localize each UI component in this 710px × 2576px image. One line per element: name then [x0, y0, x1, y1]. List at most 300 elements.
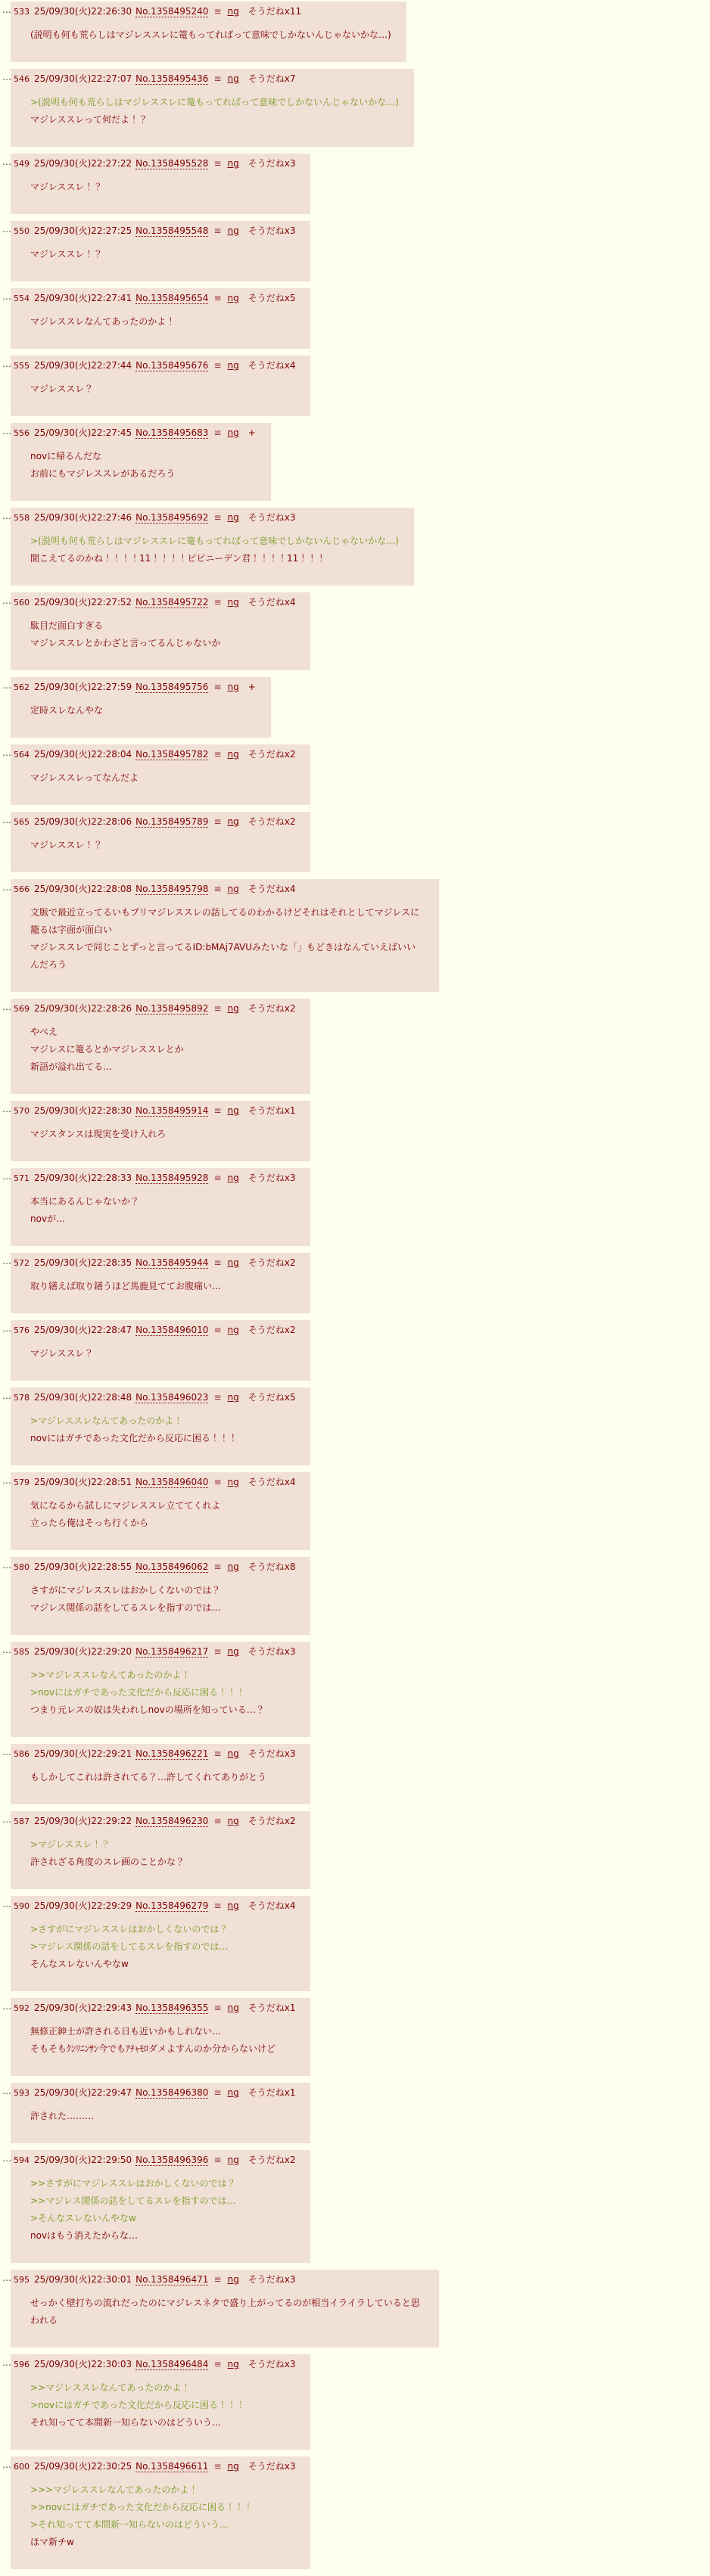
post-index: 593	[14, 2088, 30, 2098]
body-line: マジレスに篭るとかマジレススレとか	[30, 1044, 184, 1055]
ng-button[interactable]: ng	[227, 360, 239, 371]
post-body	[30, 533, 399, 567]
ng-button[interactable]: ng	[227, 884, 239, 894]
post-collapse-dots-icon[interactable]: …	[2, 1171, 11, 1182]
post-collapse-dots-icon[interactable]: …	[2, 2086, 11, 2096]
post-box	[11, 69, 414, 147]
sodane-count-button[interactable]: そうだねx2	[248, 1003, 296, 1014]
body-line: マジレススレで同じことずっと言ってるID:bMAj7AVUみたいな「」もどきはなんていえばいいんだろう	[30, 942, 416, 970]
post-index: 585	[14, 1647, 30, 1657]
quote-line: >>novにはガチであった文化だから反応に困る！！！	[30, 2502, 254, 2512]
post-box	[11, 2150, 310, 2263]
sodane-count-button[interactable]: そうだねx3	[248, 2359, 296, 2369]
post-index: 546	[14, 74, 30, 84]
post-box	[11, 677, 271, 738]
post-body	[30, 1769, 295, 1786]
post-collapse-dots-icon[interactable]: …	[2, 1645, 11, 1655]
post-menu-icon[interactable]: ≡	[213, 225, 222, 236]
post-number-link[interactable]: No.1358496380	[135, 2087, 209, 2098]
post-box	[11, 1811, 310, 1889]
quote-line: >novにはガチであった文化だから反応に困る！！！	[30, 1687, 245, 1698]
post-menu-icon[interactable]: ≡	[213, 1325, 222, 1335]
body-line: マジレススレって何だよ！？	[30, 114, 148, 125]
body-line: そもそもｸﾝﾘﾆﾝｻﾝ今でもｱﾁｬﾓﾛダメよすんのか分からないけど	[30, 2043, 276, 2054]
post-number-link[interactable]: No.1358495756	[135, 682, 209, 692]
post-box	[11, 1320, 310, 1381]
post-row	[0, 1168, 710, 1246]
post-body	[30, 904, 424, 974]
post-menu-icon[interactable]: ≡	[213, 2461, 222, 2472]
post-body	[30, 1836, 295, 1871]
post-number-link[interactable]: No.1358496010	[135, 1325, 209, 1335]
ng-button[interactable]: ng	[227, 2003, 239, 2013]
ng-button[interactable]: ng	[227, 1257, 239, 1268]
post-menu-icon[interactable]: ≡	[213, 73, 222, 84]
post-menu-icon[interactable]: ≡	[213, 360, 222, 371]
post-header	[14, 157, 295, 170]
post-row	[0, 999, 710, 1094]
post-body	[30, 1126, 295, 1143]
post-collapse-dots-icon[interactable]: …	[2, 1391, 11, 1401]
post-collapse-dots-icon[interactable]: …	[2, 1747, 11, 1757]
post-collapse-dots-icon[interactable]: …	[2, 595, 11, 606]
post-menu-icon[interactable]: ≡	[213, 1003, 222, 1014]
post-datetime: 25/09/30(火)22:30:03	[34, 2359, 132, 2369]
body-line: マジレススレとかわざと言ってるんじゃないか	[30, 638, 221, 648]
post-number-link[interactable]: No.1358495692	[135, 512, 209, 523]
ng-button[interactable]: ng	[227, 1105, 239, 1116]
post-number-link[interactable]: No.1358495654	[135, 293, 209, 303]
post-index: 566	[14, 884, 30, 894]
post-box	[11, 812, 310, 872]
sodane-count-button[interactable]: そうだねx2	[248, 816, 296, 827]
ng-button[interactable]: ng	[227, 1816, 239, 1826]
post-collapse-dots-icon[interactable]: …	[2, 1002, 11, 1012]
ng-button[interactable]: ng	[227, 1325, 239, 1335]
ng-button[interactable]: ng	[227, 427, 239, 438]
ng-button[interactable]: ng	[227, 1561, 239, 1572]
post-number-link[interactable]: No.1358495683	[135, 427, 209, 438]
post-collapse-dots-icon[interactable]: …	[2, 157, 11, 167]
quote-line: >>>マジレススレなんてあったのかよ！	[30, 2484, 198, 2495]
post-header	[14, 2460, 295, 2473]
ng-button[interactable]: ng	[227, 1003, 239, 1014]
post-index: 572	[14, 1258, 30, 1268]
post-collapse-dots-icon[interactable]: …	[2, 291, 11, 302]
sodane-count-button[interactable]: そうだねx2	[248, 1325, 296, 1335]
post-collapse-dots-icon[interactable]: …	[2, 2273, 11, 2283]
ng-button[interactable]: ng	[227, 2274, 239, 2285]
post-body	[30, 1582, 295, 1617]
post-collapse-dots-icon[interactable]: …	[2, 2153, 11, 2164]
post-index: 560	[14, 598, 30, 607]
sodane-count-button[interactable]: そうだねx4	[248, 1477, 296, 1487]
post-collapse-dots-icon[interactable]: …	[2, 1560, 11, 1571]
post-header	[14, 748, 295, 761]
post-header	[14, 2087, 295, 2099]
post-number-link[interactable]: No.1358495240	[135, 6, 209, 17]
post-number-link[interactable]: No.1358495676	[135, 360, 209, 371]
body-line: マジレススレ？	[30, 1348, 94, 1359]
post-number-link[interactable]: No.1358495914	[135, 1105, 209, 1116]
ng-button[interactable]: ng	[227, 2461, 239, 2472]
post-box	[11, 2456, 310, 2569]
post-menu-icon[interactable]: ≡	[213, 1477, 222, 1487]
post-box	[11, 592, 310, 670]
post-index: 565	[14, 817, 30, 827]
body-line: マジレススレなんてあったのかよ！	[30, 316, 176, 327]
post-number-link[interactable]: No.1358496217	[135, 1646, 209, 1657]
post-datetime: 25/09/30(火)22:28:08	[34, 884, 132, 894]
post-row	[0, 221, 710, 281]
post-body	[30, 2023, 295, 2058]
sodane-count-button[interactable]: そうだねx3	[248, 1748, 296, 1759]
quote-line: >>マジレス関係の話をしてるスレを指すのでは…	[30, 2195, 236, 2206]
post-index: 595	[14, 2275, 30, 2285]
body-line: マジスタンスは現実を受け入れろ	[30, 1129, 167, 1139]
post-body	[30, 313, 295, 331]
post-collapse-dots-icon[interactable]: …	[2, 2459, 11, 2470]
sodane-count-button[interactable]: そうだねx5	[248, 1392, 296, 1403]
body-line: 駄目だ面白すぎる	[30, 620, 104, 631]
post-index: 569	[14, 1004, 30, 1014]
post-index: 562	[14, 682, 30, 692]
post-number-link[interactable]: No.1358496040	[135, 1477, 209, 1487]
post-number-link[interactable]: No.1358496396	[135, 2155, 209, 2165]
post-box	[11, 2, 406, 62]
post-number-link[interactable]: No.1358496221	[135, 1748, 209, 1759]
sodane-count-button[interactable]: そうだねx3	[248, 225, 296, 236]
post-header	[14, 1324, 295, 1337]
post-collapse-dots-icon[interactable]: …	[2, 1323, 11, 1334]
ng-button[interactable]: ng	[227, 1173, 239, 1183]
post-number-link[interactable]: No.1358496471	[135, 2274, 209, 2285]
post-datetime: 25/09/30(火)22:28:47	[34, 1325, 132, 1335]
quote-line: >(説明も何も荒らしはマジレススレに篭もってればって意味でしかないんじゃないかな…)	[30, 97, 399, 107]
post-index: 556	[14, 428, 30, 438]
post-row	[0, 2150, 710, 2263]
post-row	[0, 1557, 710, 1635]
sodane-count-button[interactable]: そうだねx3	[248, 158, 296, 169]
post-collapse-dots-icon[interactable]: …	[2, 1256, 11, 1266]
post-collapse-dots-icon[interactable]: …	[2, 1899, 11, 1909]
post-row	[0, 2456, 710, 2569]
post-box	[11, 221, 310, 281]
ng-button[interactable]: ng	[227, 293, 239, 303]
post-number-link[interactable]: No.1358496355	[135, 2003, 209, 2013]
body-line: マジレススレ！？	[30, 182, 103, 192]
post-box	[11, 2354, 310, 2450]
post-menu-icon[interactable]: ≡	[213, 597, 222, 607]
post-box	[11, 1253, 310, 1313]
post-collapse-dots-icon[interactable]: …	[2, 224, 11, 235]
ng-button[interactable]: ng	[227, 2087, 239, 2098]
post-body	[30, 769, 295, 787]
post-index: 594	[14, 2155, 30, 2165]
post-collapse-dots-icon[interactable]: …	[2, 882, 11, 893]
sodane-count-button[interactable]: そうだねx2	[248, 749, 296, 760]
post-body	[30, 179, 295, 196]
post-datetime: 25/09/30(火)22:29:50	[34, 2155, 132, 2165]
post-datetime: 25/09/30(火)22:27:59	[34, 682, 132, 692]
post-datetime: 25/09/30(火)22:29:29	[34, 1900, 132, 1911]
ng-button[interactable]: ng	[227, 1392, 239, 1403]
post-number-link[interactable]: No.1358496611	[135, 2461, 209, 2472]
post-index: 590	[14, 1901, 30, 1911]
ng-button[interactable]: ng	[227, 1748, 239, 1759]
sodane-count-button[interactable]: そうだねx2	[248, 1257, 296, 1268]
sodane-count-button[interactable]: そうだねx1	[248, 1105, 296, 1116]
post-row	[0, 69, 710, 147]
post-menu-icon[interactable]: ≡	[213, 512, 222, 523]
post-menu-icon[interactable]: ≡	[213, 2155, 222, 2165]
post-body	[30, 2295, 424, 2329]
post-header	[14, 2273, 424, 2286]
post-box	[11, 508, 414, 586]
post-datetime: 25/09/30(火)22:28:51	[34, 1477, 132, 1487]
post-box	[11, 879, 439, 992]
post-header	[14, 1561, 295, 1574]
sodane-count-button[interactable]: そうだねx3	[248, 1646, 296, 1657]
sodane-count-button[interactable]: そうだねx4	[248, 597, 296, 607]
post-number-link[interactable]: No.1358495944	[135, 1257, 209, 1268]
post-row	[0, 1101, 710, 1161]
post-menu-icon[interactable]: ≡	[213, 1173, 222, 1183]
body-line: そんなスレないんやなw	[30, 1959, 129, 1969]
sodane-count-button[interactable]: そうだねx2	[248, 1816, 296, 1826]
post-body	[30, 1024, 295, 1076]
post-datetime: 25/09/30(火)22:27:07	[34, 73, 132, 84]
sodane-count-button[interactable]: +	[248, 682, 256, 692]
post-box	[11, 999, 310, 1094]
post-menu-icon[interactable]: ≡	[213, 6, 222, 17]
post-box	[11, 423, 271, 501]
post-menu-icon[interactable]: ≡	[213, 2359, 222, 2369]
post-datetime: 25/09/30(火)22:30:25	[34, 2461, 132, 2472]
post-collapse-dots-icon[interactable]: …	[2, 1814, 11, 1825]
post-row	[0, 879, 710, 992]
body-line: もしかしてこれは許されてる？…許してくれてありがとう	[30, 1772, 267, 1782]
ng-button[interactable]: ng	[227, 2155, 239, 2165]
post-datetime: 25/09/30(火)22:27:22	[34, 158, 132, 169]
sodane-count-button[interactable]: そうだねx4	[248, 1900, 296, 1911]
post-index: 596	[14, 2360, 30, 2369]
quote-line: >さすがにマジレススレはおかしくないのでは？	[30, 1924, 229, 1934]
post-index: 587	[14, 1816, 30, 1826]
post-number-link[interactable]: No.1358496023	[135, 1392, 209, 1403]
quote-line: >>さすがにマジレススレはおかしくないのでは？	[30, 2178, 236, 2189]
ng-button[interactable]: ng	[227, 2359, 239, 2369]
post-header	[14, 511, 399, 524]
post-datetime: 25/09/30(火)22:29:22	[34, 1816, 132, 1826]
post-collapse-dots-icon[interactable]: …	[2, 680, 11, 691]
post-collapse-dots-icon[interactable]: …	[2, 72, 11, 82]
post-index: 578	[14, 1393, 30, 1403]
post-box	[11, 1642, 310, 1737]
post-number-link[interactable]: No.1358495928	[135, 1173, 209, 1183]
post-menu-icon[interactable]: ≡	[213, 2003, 222, 2013]
post-menu-icon[interactable]: ≡	[213, 884, 222, 894]
post-body	[30, 1345, 295, 1363]
post-row	[0, 356, 710, 416]
sodane-count-button[interactable]: そうだねx8	[248, 1561, 296, 1572]
ng-button[interactable]: ng	[227, 225, 239, 236]
post-header	[14, 1476, 295, 1489]
post-number-link[interactable]: No.1358496279	[135, 1900, 209, 1911]
post-menu-icon[interactable]: ≡	[213, 1105, 222, 1116]
ng-button[interactable]: ng	[227, 158, 239, 169]
post-number-link[interactable]: No.1358495782	[135, 749, 209, 760]
sodane-count-button[interactable]: そうだねx3	[248, 2274, 296, 2285]
post-collapse-dots-icon[interactable]: …	[2, 426, 11, 437]
post-header	[14, 1105, 295, 1117]
body-line: 立ったら俺はそっち行くから	[30, 1518, 149, 1528]
post-datetime: 25/09/30(火)22:29:21	[34, 1748, 132, 1759]
post-datetime: 25/09/30(火)22:29:47	[34, 2087, 132, 2098]
post-number-link[interactable]: No.1358495892	[135, 1003, 209, 1014]
post-number-link[interactable]: No.1358496062	[135, 1561, 209, 1572]
post-menu-icon[interactable]: ≡	[213, 816, 222, 827]
post-header	[14, 1002, 295, 1015]
body-line: やべえ	[30, 1027, 58, 1037]
post-body	[30, 2175, 295, 2245]
post-index: 558	[14, 513, 30, 523]
post-number-link[interactable]: No.1358495528	[135, 158, 209, 169]
post-datetime: 25/09/30(火)22:27:44	[34, 360, 132, 371]
post-collapse-dots-icon[interactable]: …	[2, 747, 11, 758]
post-box	[11, 154, 310, 214]
body-line: novに帰るんだな	[30, 451, 102, 461]
post-collapse-dots-icon[interactable]: …	[2, 1104, 11, 1114]
post-datetime: 25/09/30(火)22:29:20	[34, 1646, 132, 1657]
body-line: 気になるから試しにマジレススレ立ててくれよ	[30, 1500, 221, 1511]
post-number-link[interactable]: No.1358495548	[135, 225, 209, 236]
post-row	[0, 288, 710, 349]
body-line: novはもう消えたからな…	[30, 2230, 139, 2241]
ng-button[interactable]: ng	[227, 73, 239, 84]
post-body	[30, 2481, 295, 2551]
ng-button[interactable]: ng	[227, 1900, 239, 1911]
ng-button[interactable]: ng	[227, 6, 239, 17]
ng-button[interactable]: ng	[227, 749, 239, 760]
body-line: 許された………	[30, 2111, 95, 2121]
post-menu-icon[interactable]: ≡	[213, 1257, 222, 1268]
post-row	[0, 1387, 710, 1465]
post-index: 580	[14, 1562, 30, 1572]
post-body	[30, 1921, 295, 1973]
post-collapse-dots-icon[interactable]: …	[2, 2357, 11, 2368]
post-datetime: 25/09/30(火)22:28:04	[34, 749, 132, 760]
post-collapse-dots-icon[interactable]: …	[2, 2001, 11, 2012]
post-menu-icon[interactable]: ≡	[213, 293, 222, 303]
ng-button[interactable]: ng	[227, 816, 239, 827]
body-line: 取り繕えば取り繕うほど馬鹿見ててお腹痛い…	[30, 1281, 222, 1291]
quote-line: >>マジレススレなんてあったのかよ！	[30, 1670, 191, 1680]
post-header	[14, 1257, 295, 1269]
body-line: novにはガチであった文化だから反応に困る！！！	[30, 1433, 238, 1443]
sodane-count-button[interactable]: そうだねx4	[248, 360, 296, 371]
sodane-count-button[interactable]: そうだねx5	[248, 293, 296, 303]
ng-button[interactable]: ng	[227, 682, 239, 692]
thread	[0, 2, 710, 2569]
post-collapse-dots-icon[interactable]: …	[2, 1475, 11, 1486]
post-row	[0, 2354, 710, 2450]
post-menu-icon[interactable]: ≡	[213, 1900, 222, 1911]
ng-button[interactable]: ng	[227, 1646, 239, 1657]
sodane-count-button[interactable]: そうだねx11	[248, 6, 302, 17]
post-menu-icon[interactable]: ≡	[213, 1748, 222, 1759]
sodane-count-button[interactable]: そうだねx3	[248, 2461, 296, 2472]
post-body	[30, 1193, 295, 1228]
post-collapse-dots-icon[interactable]: …	[2, 815, 11, 825]
sodane-count-button[interactable]: そうだねx1	[248, 2087, 296, 2098]
post-number-link[interactable]: No.1358495722	[135, 597, 209, 607]
post-datetime: 25/09/30(火)22:28:26	[34, 1003, 132, 1014]
quote-line: >マジレススレ！？	[30, 1839, 111, 1850]
sodane-count-button[interactable]: そうだねx7	[248, 73, 296, 84]
post-box	[11, 1101, 310, 1161]
post-menu-icon[interactable]: ≡	[213, 427, 222, 438]
post-menu-icon[interactable]: ≡	[213, 749, 222, 760]
post-body	[30, 381, 295, 398]
post-box	[11, 2083, 310, 2143]
post-index: 550	[14, 226, 30, 236]
sodane-count-button[interactable]: そうだねx2	[248, 2155, 296, 2165]
post-row	[0, 508, 710, 586]
post-collapse-dots-icon[interactable]: …	[2, 511, 11, 521]
body-line: 定時スレなんやな	[30, 705, 104, 716]
post-menu-icon[interactable]: ≡	[213, 1816, 222, 1826]
post-number-link[interactable]: No.1358496484	[135, 2359, 209, 2369]
post-number-link[interactable]: No.1358496230	[135, 1816, 209, 1826]
post-menu-icon[interactable]: ≡	[213, 2087, 222, 2098]
post-index: 592	[14, 2003, 30, 2013]
post-row	[0, 1253, 710, 1313]
quote-line: >それ知ってて本間新一知らないのはどういう…	[30, 2519, 229, 2530]
post-number-link[interactable]: No.1358495436	[135, 73, 209, 84]
sodane-count-button[interactable]: +	[248, 427, 256, 438]
post-menu-icon[interactable]: ≡	[213, 682, 222, 692]
post-body	[30, 94, 399, 129]
post-collapse-dots-icon[interactable]: …	[2, 359, 11, 369]
post-menu-icon[interactable]: ≡	[213, 2274, 222, 2285]
post-menu-icon[interactable]: ≡	[213, 158, 222, 169]
post-row	[0, 2083, 710, 2143]
ng-button[interactable]: ng	[227, 512, 239, 523]
body-line: つまり元レスの奴は失われしnovの場所を知っている…？	[30, 1704, 265, 1715]
post-box	[11, 744, 310, 805]
sodane-count-button[interactable]: そうだねx1	[248, 2003, 296, 2013]
body-line: (説明も何も荒らしはマジレススレに篭もってればって意味でしかないんじゃないかな…)	[30, 30, 391, 40]
post-body	[30, 2379, 295, 2432]
body-line: マジレススレ！？	[30, 249, 103, 259]
post-menu-icon[interactable]: ≡	[213, 1646, 222, 1657]
ng-button[interactable]: ng	[227, 1477, 239, 1487]
sodane-count-button[interactable]: そうだねx3	[248, 1173, 296, 1183]
post-header	[14, 2358, 295, 2371]
ng-button[interactable]: ng	[227, 597, 239, 607]
post-row	[0, 1320, 710, 1381]
sodane-count-button[interactable]: そうだねx4	[248, 884, 296, 894]
quote-line: >マジレス関係の話をしてるスレを指すのでは…	[30, 1941, 229, 1952]
post-menu-icon[interactable]: ≡	[213, 1561, 222, 1572]
post-menu-icon[interactable]: ≡	[213, 1392, 222, 1403]
post-collapse-dots-icon[interactable]: …	[2, 5, 11, 15]
post-number-link[interactable]: No.1358495798	[135, 884, 209, 894]
sodane-count-button[interactable]: そうだねx3	[248, 512, 296, 523]
body-line: 本当にあるんじゃないか？	[30, 1196, 140, 1207]
post-number-link[interactable]: No.1358495789	[135, 816, 209, 827]
